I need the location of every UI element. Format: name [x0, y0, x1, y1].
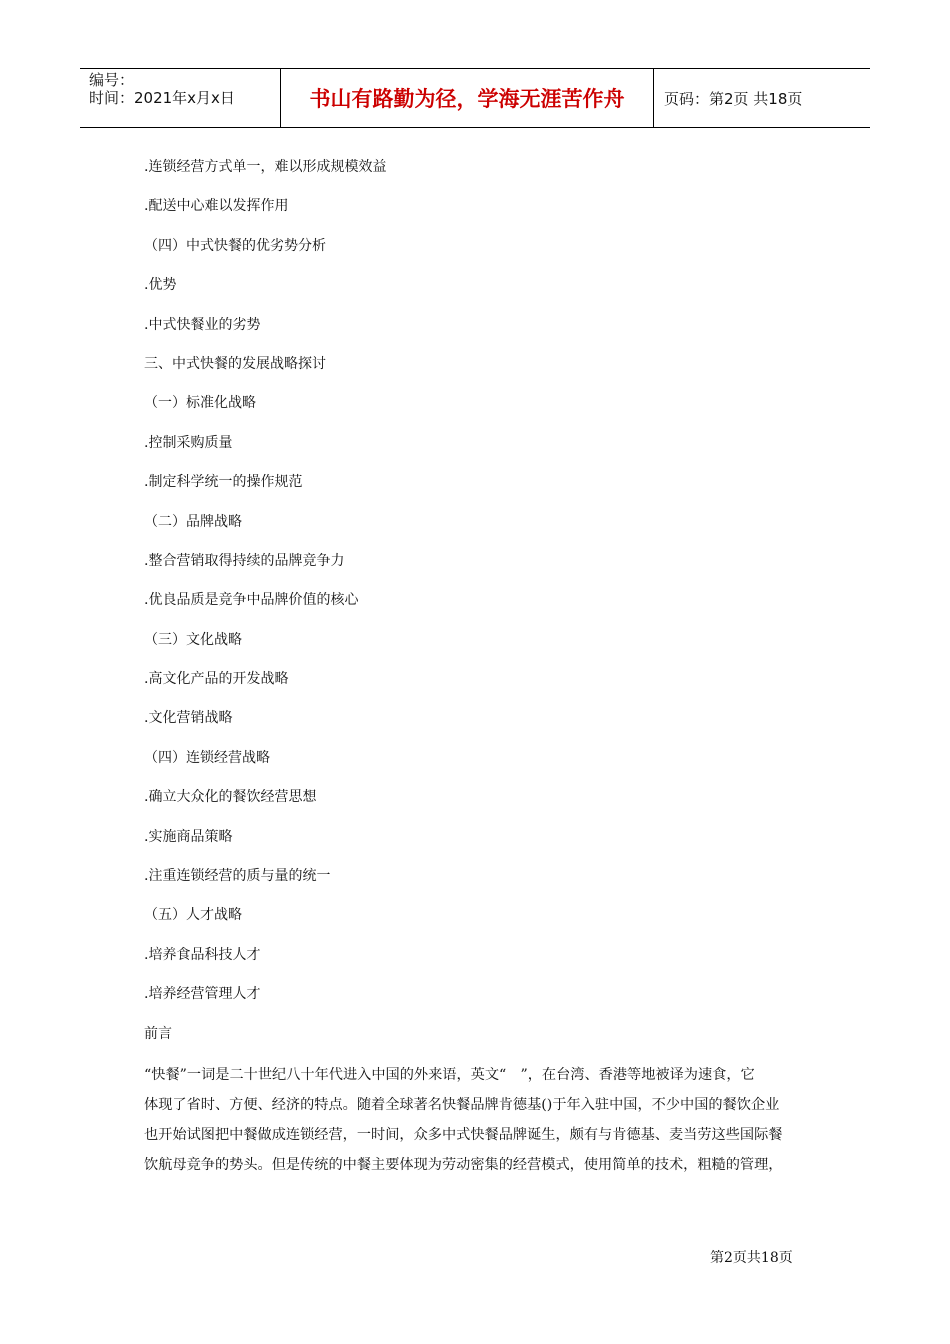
outline-item-preface: 前言	[144, 1025, 172, 1042]
outline-item: .整合营销取得持续的品牌竞争力	[144, 552, 345, 569]
outline-item: .控制采购质量	[144, 434, 233, 451]
document-number-label: 编号：	[89, 71, 135, 89]
page-header	[80, 68, 870, 128]
header-page-number: 页码：第2页 共18页	[664, 89, 803, 108]
outline-item: .实施商品策略	[144, 828, 233, 845]
outline-item: .中式快餐业的劣势	[144, 316, 261, 333]
paragraph-line: “快餐”一词是二十世纪八十年代进入中国的外来语，英文“ ”，在台湾、香港等地被译为速食，它	[144, 1067, 755, 1083]
outline-item: .配送中心难以发挥作用	[144, 198, 289, 215]
outline-item: .注重连锁经营的质与量的统一	[144, 868, 331, 885]
outline-item: （五）人才战略	[144, 907, 242, 924]
outline-item: 三、中式快餐的发展战略探讨	[144, 355, 326, 372]
paragraph-line: 体现了省时、方便、经济的特点。随着全球著名快餐品牌肯德基()于年入驻中国，不少中国的餐饮企业	[144, 1097, 780, 1113]
outline-item: （四）中式快餐的优劣势分析	[144, 237, 326, 254]
outline-list	[144, 155, 824, 1061]
outline-item: .培养食品科技人才	[144, 946, 261, 963]
outline-item: （二）品牌战略	[144, 513, 242, 530]
outline-item: .连锁经营方式单一，难以形成规模效益	[144, 159, 387, 175]
outline-item: .制定科学统一的操作规范	[144, 474, 303, 491]
document-time-label: 时间：2021年x月x日	[89, 89, 235, 107]
outline-item: （四）连锁经营战略	[144, 749, 270, 766]
outline-item: .确立大众化的餐饮经营思想	[144, 789, 317, 806]
outline-item: .培养经营管理人才	[144, 986, 261, 1003]
header-motto: 书山有路勤为径，学海无涯苦作舟	[281, 69, 654, 127]
outline-item: .文化营销战略	[144, 710, 233, 727]
page-footer: 第2页共18页	[710, 1250, 793, 1266]
header-info-cell	[80, 69, 281, 127]
paragraph-line: 饮航母竞争的势头。但是传统的中餐主要体现为劳动密集的经营模式，使用简单的技术，粗糙的管理，	[144, 1157, 783, 1173]
preface-paragraph	[144, 1060, 809, 1180]
outline-item: .高文化产品的开发战略	[144, 671, 289, 688]
outline-item: .优势	[144, 277, 177, 294]
outline-item: （三）文化战略	[144, 631, 242, 648]
outline-item: （一）标准化战略	[144, 395, 256, 412]
paragraph-line: 也开始试图把中餐做成连锁经营，一时间，众多中式快餐品牌诞生，颇有与肯德基、麦当劳这些国际餐	[144, 1127, 783, 1143]
outline-item: .优良品质是竞争中品牌价值的核心	[144, 592, 359, 609]
